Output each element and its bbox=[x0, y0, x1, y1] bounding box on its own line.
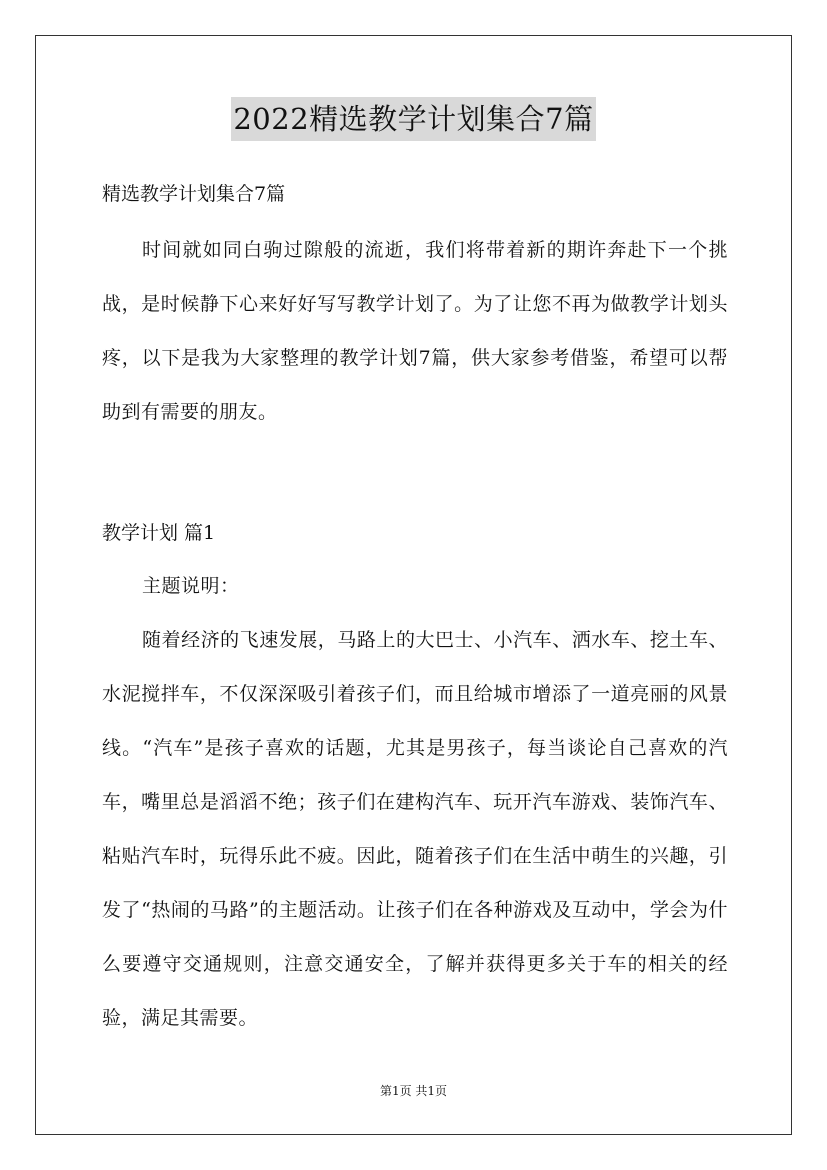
document-body bbox=[102, 172, 728, 1045]
page-footer: 第1页 共1页 bbox=[379, 1084, 448, 1098]
document-title bbox=[0, 97, 827, 141]
section-body-paragraph: 随着经济的飞速发展，马路上的大巴士、小汽车、洒水车、挖土车、水泥搅拌车，不仅深深吸引着孩子们，而且给城市增添了一道亮丽的风景线。“汽车”是孩子喜欢的话题，尤其是男孩子，每当谈论自己喜欢的汽车，嘴里总是滔滔不绝；孩子们在建构汽车、玩开汽车游戏、装饰汽车、粘贴汽车时，玩得乐此不疲。因此，随着孩子们在生活中萌生的兴趣，引发了“热闹的马路”的主题活动。让孩子们在各种游戏及互动中，学会为什么要遵守交通规则，注意交通安全，了解并获得更多关于车的相关的经验，满足其需要。 bbox=[102, 629, 728, 1029]
document-title-text: 2022精选教学计划集合7篇 bbox=[231, 97, 595, 141]
section-heading: 教学计划 篇1 bbox=[102, 522, 216, 544]
topic-label: 主题说明： bbox=[142, 575, 240, 597]
document-subtitle: 精选教学计划集合7篇 bbox=[102, 183, 286, 205]
intro-paragraph: 时间就如同白驹过隙般的流逝，我们将带着新的期许奔赴下一个挑战，是时候静下心来好好写写教学计划了。为了让您不再为做教学计划头疼，以下是我为大家整理的教学计划7篇，供大家参考借鉴，希望可以帮助到有需要的朋友。 bbox=[102, 239, 728, 423]
